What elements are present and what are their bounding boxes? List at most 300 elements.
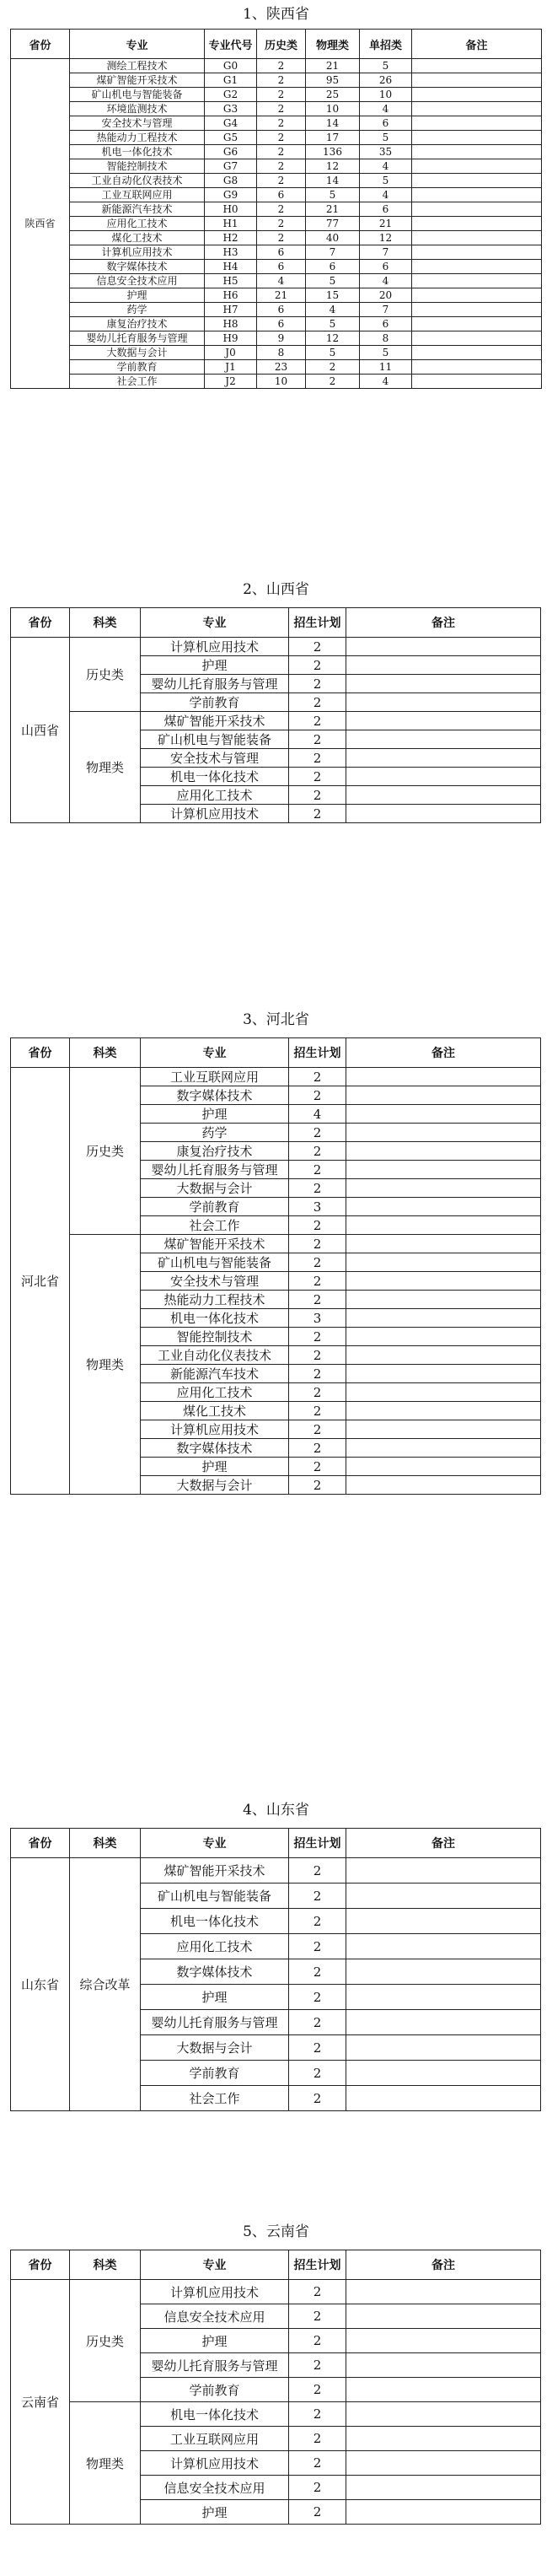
major-cell: 婴幼儿托育服务与管理 <box>141 675 289 693</box>
plan-cell: 2 <box>289 1253 346 1272</box>
section-title: 5、云南省 <box>243 2223 309 2240</box>
plan-cell: 2 <box>289 2353 346 2378</box>
plan-cell: 2 <box>289 1272 346 1291</box>
province-cell: 山西省 <box>11 638 70 823</box>
table-row <box>11 217 542 231</box>
major-cell: 计算机应用技术 <box>141 1420 289 1439</box>
plan-cell: 2 <box>289 1365 346 1383</box>
plan-cell: 2 <box>289 1476 346 1495</box>
major-cell: 测绘工程技术 <box>70 59 205 73</box>
single-cell: 4 <box>360 188 412 202</box>
province-cell: 陕西省 <box>11 59 70 389</box>
code-cell: G0 <box>205 59 257 73</box>
remark-cell <box>346 1086 541 1105</box>
remark-cell <box>346 2353 541 2378</box>
hist-cell: 2 <box>257 116 306 131</box>
table-row <box>11 188 542 202</box>
single-cell: 6 <box>360 116 412 131</box>
header-row <box>11 2250 541 2280</box>
single-cell: 6 <box>360 317 412 331</box>
hist-cell: 2 <box>257 59 306 73</box>
major-cell: 煤矿智能开采技术 <box>141 712 289 730</box>
major-cell: 学前教育 <box>141 1198 289 1216</box>
remark-cell <box>346 1124 541 1142</box>
hist-cell: 2 <box>257 174 306 188</box>
table-row <box>11 260 542 274</box>
remark-cell <box>412 116 542 131</box>
single-cell: 4 <box>360 375 412 389</box>
code-cell: G3 <box>205 102 257 116</box>
table-row <box>11 303 542 317</box>
remark-cell <box>346 1291 541 1309</box>
major-cell: 矿山机电与智能装备 <box>141 730 289 749</box>
major-cell: 婴幼儿托育服务与管理 <box>141 1161 289 1179</box>
major-cell: 大数据与会计 <box>141 1179 289 1198</box>
column-header: 专业 <box>141 608 289 638</box>
column-header: 专业 <box>141 1038 289 1068</box>
remark-cell <box>346 2451 541 2476</box>
remark-cell <box>346 2378 541 2402</box>
hist-cell: 2 <box>257 217 306 231</box>
table-row <box>11 712 541 730</box>
remark-cell <box>412 317 542 331</box>
remark-cell <box>412 346 542 360</box>
remark-cell <box>346 730 541 749</box>
major-cell: 矿山机电与智能装备 <box>141 1883 289 1909</box>
major-cell: 应用化工技术 <box>141 1383 289 1402</box>
major-cell: 工业互联网应用 <box>70 188 205 202</box>
remark-cell <box>412 303 542 317</box>
remark-cell <box>412 188 542 202</box>
code-cell: H2 <box>205 231 257 245</box>
hist-cell: 6 <box>257 317 306 331</box>
category-cell: 历史类 <box>70 2280 141 2402</box>
major-cell: 社会工作 <box>70 375 205 389</box>
major-cell: 护理 <box>141 2500 289 2525</box>
single-cell: 21 <box>360 217 412 231</box>
plan-cell: 2 <box>289 768 346 786</box>
major-cell: 信息安全技术应用 <box>70 274 205 288</box>
table-row <box>11 145 542 159</box>
major-cell: 智能控制技术 <box>70 159 205 174</box>
major-cell: 工业自动化仪表技术 <box>70 174 205 188</box>
code-cell: J0 <box>205 346 257 360</box>
major-cell: 工业互联网应用 <box>141 2427 289 2451</box>
hist-cell: 6 <box>257 245 306 260</box>
table-row <box>11 346 542 360</box>
plan-cell: 2 <box>289 2500 346 2525</box>
plan-cell: 2 <box>289 2476 346 2500</box>
section-shandong <box>0 1801 552 2111</box>
major-cell: 大数据与会计 <box>70 346 205 360</box>
code-cell: G2 <box>205 88 257 102</box>
hist-cell: 2 <box>257 73 306 88</box>
remark-cell <box>346 1309 541 1328</box>
phys-cell: 15 <box>306 288 360 303</box>
remark-cell <box>412 231 542 245</box>
plan-cell: 2 <box>289 1142 346 1161</box>
single-cell: 5 <box>360 59 412 73</box>
plan-cell: 2 <box>289 1068 346 1086</box>
single-cell: 6 <box>360 202 412 217</box>
major-cell: 煤矿智能开采技术 <box>70 73 205 88</box>
phys-cell: 136 <box>306 145 360 159</box>
category-cell: 历史类 <box>70 1068 141 1235</box>
remark-cell <box>412 73 542 88</box>
section-title: 3、河北省 <box>243 1011 309 1028</box>
column-header: 历史类 <box>257 30 306 59</box>
phys-cell: 5 <box>306 274 360 288</box>
section-yunnan <box>0 2223 552 2525</box>
remark-cell <box>346 656 541 675</box>
major-cell: 工业自动化仪表技术 <box>141 1346 289 1365</box>
major-cell: 数字媒体技术 <box>141 1086 289 1105</box>
major-cell: 煤化工技术 <box>70 231 205 245</box>
hist-cell: 6 <box>257 260 306 274</box>
table-row <box>11 2280 541 2304</box>
remark-cell <box>346 1883 541 1909</box>
remark-cell <box>346 768 541 786</box>
remark-cell <box>412 274 542 288</box>
table-row <box>11 202 542 217</box>
code-cell: J2 <box>205 375 257 389</box>
hist-cell: 2 <box>257 88 306 102</box>
plan-cell: 2 <box>289 1346 346 1365</box>
single-cell: 8 <box>360 331 412 346</box>
header-row <box>11 1038 541 1068</box>
column-header: 省份 <box>11 1038 70 1068</box>
table-row <box>11 274 542 288</box>
code-cell: H0 <box>205 202 257 217</box>
remark-cell <box>346 805 541 823</box>
hist-cell: 23 <box>257 360 306 375</box>
plan-cell: 2 <box>289 2280 346 2304</box>
phys-cell: 14 <box>306 116 360 131</box>
remark-cell <box>346 1198 541 1216</box>
remark-cell <box>412 288 542 303</box>
major-cell: 计算机应用技术 <box>141 2280 289 2304</box>
plan-cell: 2 <box>289 675 346 693</box>
section-title: 2、山西省 <box>243 581 309 598</box>
plan-cell: 2 <box>289 1124 346 1142</box>
major-cell: 药学 <box>70 303 205 317</box>
major-cell: 煤矿智能开采技术 <box>141 1235 289 1253</box>
single-cell: 6 <box>360 260 412 274</box>
major-cell: 学前教育 <box>70 360 205 375</box>
remark-cell <box>346 1272 541 1291</box>
phys-cell: 40 <box>306 231 360 245</box>
plan-cell: 2 <box>289 786 346 805</box>
remark-cell <box>346 2010 541 2035</box>
major-cell: 数字媒体技术 <box>70 260 205 274</box>
plan-cell: 2 <box>289 2304 346 2329</box>
plan-cell: 2 <box>289 1985 346 2010</box>
major-cell: 护理 <box>141 1105 289 1124</box>
phys-cell: 77 <box>306 217 360 231</box>
remark-cell <box>346 1365 541 1383</box>
column-header: 省份 <box>11 30 70 59</box>
code-cell: G5 <box>205 131 257 145</box>
plan-cell: 2 <box>289 1439 346 1458</box>
remark-cell <box>346 1458 541 1476</box>
major-cell: 婴幼儿托育服务与管理 <box>141 2353 289 2378</box>
table-row <box>11 331 542 346</box>
column-header: 单招类 <box>360 30 412 59</box>
remark-cell <box>346 1105 541 1124</box>
plan-cell: 2 <box>289 1934 346 1959</box>
table-row <box>11 638 541 656</box>
plan-cell: 2 <box>289 693 346 712</box>
remark-cell <box>346 2329 541 2353</box>
major-cell: 煤化工技术 <box>141 1402 289 1420</box>
plan-cell: 2 <box>289 1959 346 1985</box>
major-cell: 机电一体化技术 <box>70 145 205 159</box>
section-shanxi <box>0 580 552 823</box>
remark-cell <box>346 693 541 712</box>
column-header: 专业 <box>141 1829 289 1858</box>
category-cell: 物理类 <box>70 1235 141 1495</box>
code-cell: H7 <box>205 303 257 317</box>
major-cell: 护理 <box>141 1985 289 2010</box>
remark-cell <box>412 245 542 260</box>
remark-cell <box>346 2476 541 2500</box>
single-cell: 7 <box>360 303 412 317</box>
table-row <box>11 1858 541 1883</box>
remark-cell <box>346 2304 541 2329</box>
single-cell: 35 <box>360 145 412 159</box>
table-row <box>11 317 542 331</box>
hebei-table <box>10 1037 541 1495</box>
single-cell: 11 <box>360 360 412 375</box>
major-cell: 智能控制技术 <box>141 1328 289 1346</box>
column-header: 招生计划 <box>289 2250 346 2280</box>
remark-cell <box>346 2061 541 2086</box>
phys-cell: 12 <box>306 159 360 174</box>
major-cell: 计算机应用技术 <box>141 638 289 656</box>
major-cell: 护理 <box>70 288 205 303</box>
remark-cell <box>346 1420 541 1439</box>
remark-cell <box>346 1161 541 1179</box>
hist-cell: 9 <box>257 331 306 346</box>
major-cell: 安全技术与管理 <box>141 749 289 768</box>
column-header: 专业 <box>141 2250 289 2280</box>
phys-cell: 25 <box>306 88 360 102</box>
plan-cell: 2 <box>289 2402 346 2427</box>
hist-cell: 8 <box>257 346 306 360</box>
category-cell: 物理类 <box>70 2402 141 2525</box>
code-cell: H8 <box>205 317 257 331</box>
remark-cell <box>346 2500 541 2525</box>
header-row <box>11 608 541 638</box>
column-header: 专业代号 <box>205 30 257 59</box>
remark-cell <box>346 1068 541 1086</box>
plan-cell: 3 <box>289 1198 346 1216</box>
remark-cell <box>412 88 542 102</box>
plan-cell: 2 <box>289 712 346 730</box>
table-row <box>11 245 542 260</box>
code-cell: G1 <box>205 73 257 88</box>
hist-cell: 2 <box>257 145 306 159</box>
header-row <box>11 1829 541 1858</box>
column-header: 备注 <box>346 608 541 638</box>
phys-cell: 14 <box>306 174 360 188</box>
single-cell: 12 <box>360 231 412 245</box>
major-cell: 安全技术与管理 <box>70 116 205 131</box>
category-cell: 综合改革 <box>70 1858 141 2111</box>
remark-cell <box>346 1959 541 1985</box>
major-cell: 大数据与会计 <box>141 1476 289 1495</box>
remark-cell <box>346 1439 541 1458</box>
code-cell: G4 <box>205 116 257 131</box>
phys-cell: 6 <box>306 260 360 274</box>
plan-cell: 2 <box>289 1086 346 1105</box>
plan-cell: 2 <box>289 638 346 656</box>
single-cell: 20 <box>360 288 412 303</box>
single-cell: 4 <box>360 159 412 174</box>
code-cell: G8 <box>205 174 257 188</box>
remark-cell <box>346 786 541 805</box>
hist-cell: 2 <box>257 102 306 116</box>
remark-cell <box>412 217 542 231</box>
single-cell: 5 <box>360 174 412 188</box>
plan-cell: 2 <box>289 2035 346 2061</box>
single-cell: 5 <box>360 131 412 145</box>
code-cell: H6 <box>205 288 257 303</box>
plan-cell: 2 <box>289 2010 346 2035</box>
code-cell: J1 <box>205 360 257 375</box>
remark-cell <box>346 2280 541 2304</box>
major-cell: 社会工作 <box>141 2086 289 2111</box>
column-header: 省份 <box>11 1829 70 1858</box>
section-title: 1、陕西省 <box>243 6 309 23</box>
column-header: 省份 <box>11 608 70 638</box>
plan-cell: 2 <box>289 1383 346 1402</box>
major-cell: 婴幼儿托育服务与管理 <box>70 331 205 346</box>
section-title: 4、山东省 <box>243 1802 309 1819</box>
plan-cell: 2 <box>289 1328 346 1346</box>
remark-cell <box>412 59 542 73</box>
major-cell: 热能动力工程技术 <box>70 131 205 145</box>
column-header: 备注 <box>412 30 542 59</box>
section-hebei <box>0 1010 552 1495</box>
remark-cell <box>346 2086 541 2111</box>
major-cell: 新能源汽车技术 <box>70 202 205 217</box>
plan-cell: 2 <box>289 1458 346 1476</box>
major-cell: 煤矿智能开采技术 <box>141 1858 289 1883</box>
column-header: 物理类 <box>306 30 360 59</box>
remark-cell <box>346 1985 541 2010</box>
plan-cell: 2 <box>289 2329 346 2353</box>
category-cell: 物理类 <box>70 712 141 823</box>
phys-cell: 5 <box>306 346 360 360</box>
province-cell: 山东省 <box>11 1858 70 2111</box>
major-cell: 大数据与会计 <box>141 2035 289 2061</box>
phys-cell: 95 <box>306 73 360 88</box>
plan-cell: 2 <box>289 1235 346 1253</box>
remark-cell <box>412 331 542 346</box>
major-cell: 热能动力工程技术 <box>141 1291 289 1309</box>
remark-cell <box>346 1142 541 1161</box>
phys-cell: 21 <box>306 202 360 217</box>
major-cell: 社会工作 <box>141 1216 289 1235</box>
code-cell: G9 <box>205 188 257 202</box>
major-cell: 计算机应用技术 <box>141 805 289 823</box>
major-cell: 机电一体化技术 <box>141 768 289 786</box>
remark-cell <box>346 1346 541 1365</box>
code-cell: H1 <box>205 217 257 231</box>
code-cell: G6 <box>205 145 257 159</box>
plan-cell: 2 <box>289 1291 346 1309</box>
code-cell: H4 <box>205 260 257 274</box>
major-cell: 新能源汽车技术 <box>141 1365 289 1383</box>
major-cell: 安全技术与管理 <box>141 1272 289 1291</box>
yunnan-table <box>10 2250 541 2525</box>
remark-cell <box>346 1328 541 1346</box>
major-cell: 工业互联网应用 <box>141 1068 289 1086</box>
table-row <box>11 1235 541 1253</box>
remark-cell <box>346 638 541 656</box>
major-cell: 应用化工技术 <box>70 217 205 231</box>
remark-cell <box>346 1216 541 1235</box>
code-cell: H9 <box>205 331 257 346</box>
phys-cell: 7 <box>306 245 360 260</box>
plan-cell: 3 <box>289 1309 346 1328</box>
major-cell: 康复治疗技术 <box>141 1142 289 1161</box>
plan-cell: 2 <box>289 805 346 823</box>
column-header: 招生计划 <box>289 1829 346 1858</box>
remark-cell <box>346 1235 541 1253</box>
shaanxi-table <box>10 29 542 389</box>
plan-cell: 2 <box>289 2086 346 2111</box>
plan-cell: 2 <box>289 1216 346 1235</box>
remark-cell <box>412 145 542 159</box>
plan-cell: 2 <box>289 1179 346 1198</box>
section-shaanxi <box>0 5 552 389</box>
shandong-table <box>10 1828 541 2111</box>
remark-cell <box>346 1934 541 1959</box>
column-header: 招生计划 <box>289 608 346 638</box>
major-cell: 婴幼儿托育服务与管理 <box>141 2010 289 2035</box>
table-row <box>11 159 542 174</box>
category-cell: 历史类 <box>70 638 141 712</box>
remark-cell <box>346 1402 541 1420</box>
major-cell: 矿山机电与智能装备 <box>70 88 205 102</box>
phys-cell: 21 <box>306 59 360 73</box>
plan-cell: 2 <box>289 2378 346 2402</box>
major-cell: 机电一体化技术 <box>141 2402 289 2427</box>
column-header: 备注 <box>346 2250 541 2280</box>
major-cell: 学前教育 <box>141 2061 289 2086</box>
remark-cell <box>412 260 542 274</box>
hist-cell: 4 <box>257 274 306 288</box>
plan-cell: 2 <box>289 656 346 675</box>
table-row <box>11 73 542 88</box>
major-cell: 应用化工技术 <box>141 1934 289 1959</box>
table-row <box>11 174 542 188</box>
hist-cell: 6 <box>257 188 306 202</box>
table-row <box>11 375 542 389</box>
remark-cell <box>346 1253 541 1272</box>
single-cell: 4 <box>360 274 412 288</box>
plan-cell: 2 <box>289 2061 346 2086</box>
hist-cell: 10 <box>257 375 306 389</box>
major-cell: 信息安全技术应用 <box>141 2476 289 2500</box>
remark-cell <box>412 360 542 375</box>
major-cell: 药学 <box>141 1124 289 1142</box>
major-cell: 康复治疗技术 <box>70 317 205 331</box>
plan-cell: 4 <box>289 1105 346 1124</box>
shanxi-table <box>10 607 541 823</box>
